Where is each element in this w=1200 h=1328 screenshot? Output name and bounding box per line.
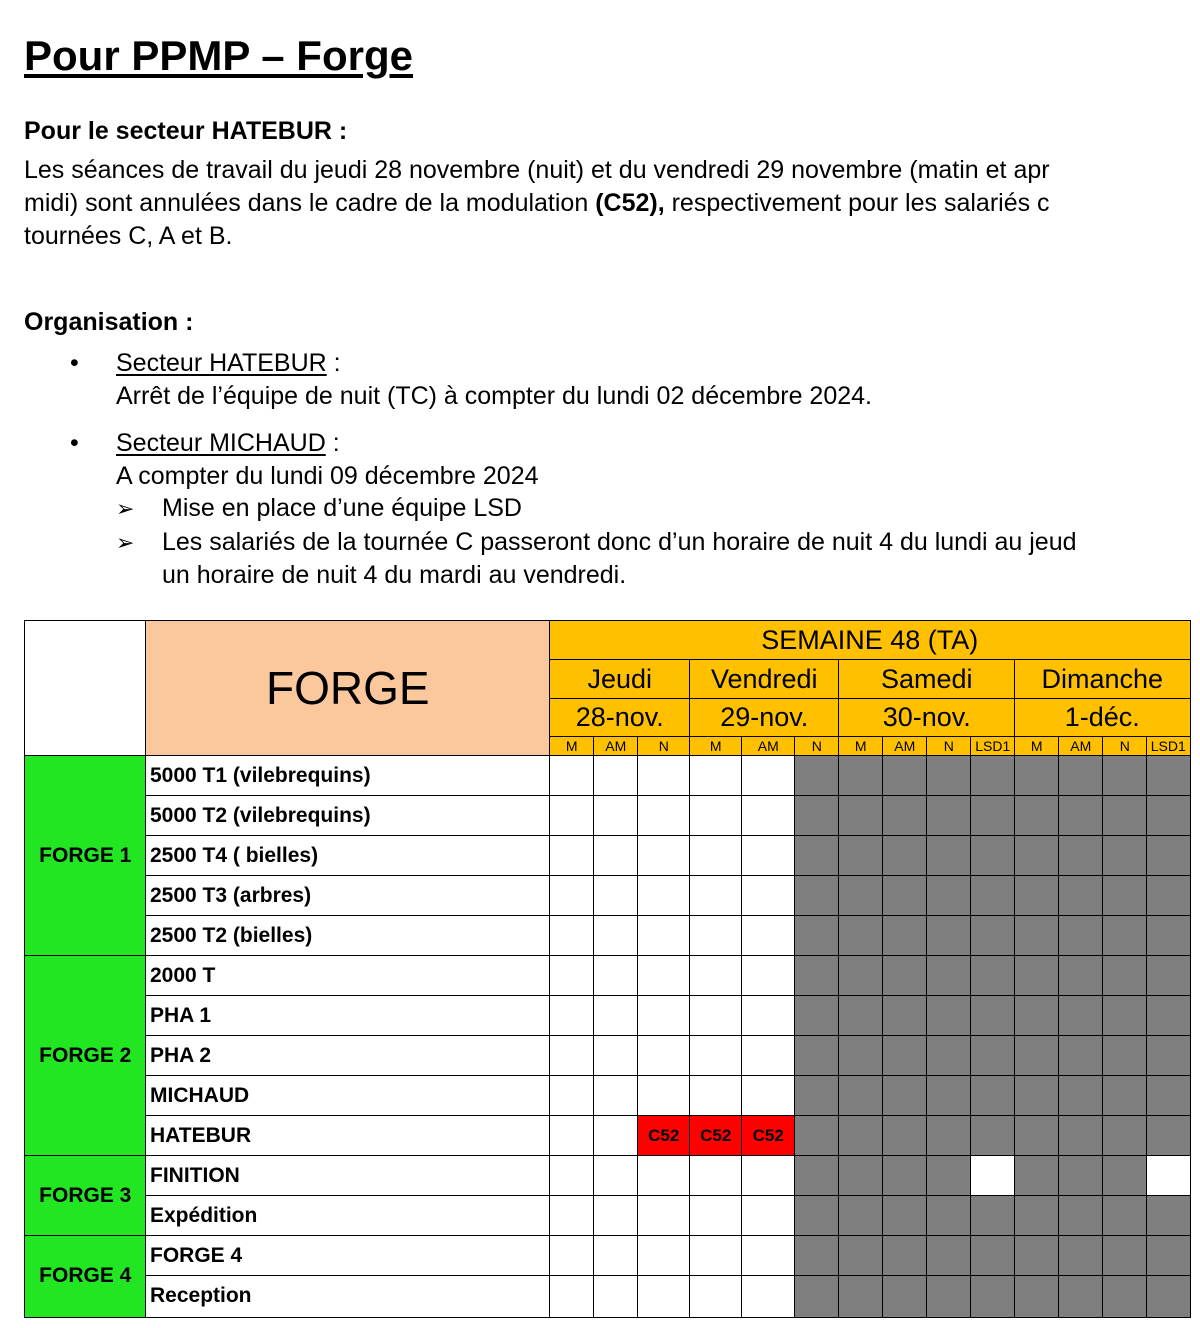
schedule-cell bbox=[741, 795, 796, 837]
group-label: FORGE 3 bbox=[24, 1155, 147, 1237]
schedule-cell bbox=[637, 915, 691, 957]
schedule-cell-off bbox=[970, 1235, 1016, 1277]
schedule-cell bbox=[593, 875, 639, 917]
c52-cell: C52 bbox=[689, 1115, 743, 1157]
schedule-cell bbox=[549, 1235, 595, 1277]
bullet-icon: • bbox=[70, 429, 79, 457]
org-sub-item-1: Mise en place d’une équipe LSD bbox=[162, 494, 522, 522]
shift-header: M bbox=[1014, 736, 1060, 757]
schedule-cell bbox=[689, 1275, 743, 1318]
day-header: Dimanche bbox=[1014, 659, 1191, 700]
schedule-cell bbox=[689, 1235, 743, 1277]
schedule-cell-off bbox=[1058, 1035, 1104, 1077]
schedule-cell-off bbox=[838, 1075, 884, 1117]
schedule-cell-off bbox=[1146, 1115, 1191, 1157]
schedule-cell-off bbox=[970, 955, 1016, 997]
schedule-cell-off bbox=[794, 795, 840, 837]
row-label: FINITION bbox=[145, 1155, 551, 1197]
schedule-cell-off bbox=[926, 1275, 972, 1318]
schedule-cell bbox=[741, 915, 796, 957]
c52-cell: C52 bbox=[637, 1115, 691, 1157]
schedule-cell bbox=[689, 795, 743, 837]
day-header: Vendredi bbox=[689, 659, 840, 700]
schedule-cell-off bbox=[1146, 955, 1191, 997]
schedule-cell-off bbox=[838, 1195, 884, 1237]
shift-header: N bbox=[926, 736, 972, 757]
schedule-cell-off bbox=[926, 915, 972, 957]
schedule-cell bbox=[970, 1155, 1016, 1197]
schedule-cell-off bbox=[1146, 1035, 1191, 1077]
schedule-cell bbox=[593, 1075, 639, 1117]
schedule-cell-off bbox=[1146, 875, 1191, 917]
schedule-cell bbox=[549, 1075, 595, 1117]
row-label: 2500 T3 (arbres) bbox=[145, 875, 551, 917]
shift-header: LSD1 bbox=[970, 736, 1016, 757]
schedule-cell-off bbox=[926, 795, 972, 837]
schedule-cell-off bbox=[1102, 1075, 1148, 1117]
schedule-cell bbox=[593, 1235, 639, 1277]
schedule-cell-off bbox=[970, 795, 1016, 837]
sector-heading: Pour le secteur HATEBUR : bbox=[24, 117, 348, 145]
schedule-cell bbox=[741, 1275, 796, 1318]
schedule-cell-off bbox=[1102, 835, 1148, 877]
schedule-cell-off bbox=[1014, 1075, 1060, 1117]
schedule-cell-off bbox=[794, 955, 840, 997]
org-item-1-name: Secteur HATEBUR bbox=[116, 349, 327, 377]
schedule-cell bbox=[593, 1035, 639, 1077]
schedule-cell bbox=[689, 955, 743, 997]
org-sub-item-2-line-2: un horaire de nuit 4 du mardi au vendredi. bbox=[162, 561, 627, 589]
schedule-cell-off bbox=[1146, 1195, 1191, 1237]
org-item-2-sep: : bbox=[325, 429, 340, 457]
schedule-cell-off bbox=[1146, 915, 1191, 957]
org-item-2-name: Secteur MICHAUD bbox=[116, 429, 326, 457]
schedule-cell bbox=[593, 755, 639, 797]
schedule-cell-off bbox=[794, 835, 840, 877]
schedule-cell-off bbox=[882, 835, 928, 877]
schedule-cell bbox=[549, 955, 595, 997]
schedule-cell-off bbox=[1014, 995, 1060, 1037]
schedule-cell bbox=[593, 795, 639, 837]
schedule-cell-off bbox=[970, 1275, 1016, 1318]
schedule-cell-off bbox=[882, 1075, 928, 1117]
schedule-cell bbox=[689, 1075, 743, 1117]
schedule-cell-off bbox=[882, 795, 928, 837]
schedule-cell-off bbox=[1102, 1115, 1148, 1157]
schedule-cell-off bbox=[926, 995, 972, 1037]
schedule-cell-off bbox=[882, 1275, 928, 1318]
schedule-cell-off bbox=[1102, 995, 1148, 1037]
row-label: 2000 T bbox=[145, 955, 551, 997]
schedule-cell-off bbox=[970, 1035, 1016, 1077]
schedule-cell bbox=[689, 1195, 743, 1237]
schedule-cell-off bbox=[838, 795, 884, 837]
schedule-cell-off bbox=[882, 995, 928, 1037]
schedule-cell bbox=[741, 835, 796, 877]
schedule-cell bbox=[637, 795, 691, 837]
schedule-cell-off bbox=[926, 955, 972, 997]
schedule-cell-off bbox=[1014, 915, 1060, 957]
schedule-cell-off bbox=[1058, 1195, 1104, 1237]
schedule-cell bbox=[637, 1035, 691, 1077]
schedule-cell bbox=[637, 755, 691, 797]
row-label: Expédition bbox=[145, 1195, 551, 1237]
schedule-cell-off bbox=[1146, 995, 1191, 1037]
schedule-cell-off bbox=[882, 1195, 928, 1237]
date-header: 30-nov. bbox=[838, 698, 1016, 738]
schedule-cell bbox=[637, 1075, 691, 1117]
schedule-cell bbox=[549, 1035, 595, 1077]
schedule-cell-off bbox=[1102, 795, 1148, 837]
intro-line-1: Les séances de travail du jeudi 28 novembre (nuit) et du vendredi 29 novembre (matin et apr bbox=[24, 156, 1050, 184]
row-label: MICHAUD bbox=[145, 1075, 551, 1117]
schedule-cell bbox=[741, 1155, 796, 1197]
schedule-cell-off bbox=[1146, 795, 1191, 837]
schedule-cell-off bbox=[970, 755, 1016, 797]
schedule-cell-off bbox=[926, 1155, 972, 1197]
schedule-cell bbox=[637, 1275, 691, 1318]
schedule-cell bbox=[689, 915, 743, 957]
group-label: FORGE 4 bbox=[24, 1235, 147, 1318]
schedule-cell-off bbox=[926, 755, 972, 797]
schedule-cell-off bbox=[838, 1275, 884, 1318]
org-sub-item-2-line-1: Les salariés de la tournée C passeront donc d’un horaire de nuit 4 du lundi au jeud bbox=[162, 528, 1077, 556]
schedule-cell-off bbox=[1102, 1195, 1148, 1237]
schedule-cell bbox=[549, 1275, 595, 1318]
schedule-cell bbox=[637, 1235, 691, 1277]
schedule-cell-off bbox=[1102, 755, 1148, 797]
group-label: FORGE 1 bbox=[24, 755, 147, 957]
day-header: Samedi bbox=[838, 659, 1016, 700]
schedule-cell-off bbox=[1058, 835, 1104, 877]
schedule-cell-off bbox=[794, 1075, 840, 1117]
schedule-cell bbox=[593, 915, 639, 957]
schedule-cell-off bbox=[970, 835, 1016, 877]
schedule-cell-off bbox=[794, 1115, 840, 1157]
schedule-cell bbox=[549, 915, 595, 957]
intro-line-2 bbox=[24, 189, 1050, 218]
schedule-cell bbox=[593, 835, 639, 877]
schedule-cell-off bbox=[838, 755, 884, 797]
schedule-cell-off bbox=[1014, 795, 1060, 837]
schedule-cell-off bbox=[1058, 1075, 1104, 1117]
forge-header: FORGE bbox=[145, 620, 551, 757]
org-item-2-title bbox=[116, 429, 340, 458]
schedule-cell-off bbox=[794, 1035, 840, 1077]
shift-header: AM bbox=[593, 736, 639, 757]
schedule-cell-off bbox=[926, 875, 972, 917]
schedule-cell-off bbox=[1146, 755, 1191, 797]
intro-modulation-code: (C52), bbox=[595, 189, 665, 217]
schedule-cell-off bbox=[1146, 1075, 1191, 1117]
schedule-cell bbox=[689, 835, 743, 877]
schedule-cell-off bbox=[882, 875, 928, 917]
schedule-cell-off bbox=[1014, 1235, 1060, 1277]
schedule-cell-off bbox=[1102, 955, 1148, 997]
schedule-cell-off bbox=[838, 835, 884, 877]
schedule-cell-off bbox=[1146, 1275, 1191, 1318]
schedule-cell-off bbox=[1014, 835, 1060, 877]
schedule-cell-off bbox=[1102, 1035, 1148, 1077]
schedule-cell-off bbox=[1058, 1115, 1104, 1157]
org-item-1-title bbox=[116, 349, 341, 378]
row-label: FORGE 4 bbox=[145, 1235, 551, 1277]
schedule-cell-off bbox=[1102, 915, 1148, 957]
shift-header: N bbox=[794, 736, 840, 757]
schedule-cell bbox=[689, 755, 743, 797]
schedule-cell bbox=[593, 1155, 639, 1197]
schedule-cell bbox=[549, 1155, 595, 1197]
schedule-cell-off bbox=[882, 755, 928, 797]
schedule-cell-off bbox=[1146, 835, 1191, 877]
schedule-cell-off bbox=[1058, 995, 1104, 1037]
schedule-cell-off bbox=[1102, 1235, 1148, 1277]
schedule-cell-off bbox=[1058, 1275, 1104, 1318]
c52-cell: C52 bbox=[741, 1115, 796, 1157]
schedule-cell-off bbox=[970, 1195, 1016, 1237]
schedule-cell-off bbox=[1014, 1195, 1060, 1237]
schedule-cell-off bbox=[882, 1235, 928, 1277]
schedule-cell bbox=[549, 875, 595, 917]
schedule-cell-off bbox=[1058, 795, 1104, 837]
row-label: PHA 1 bbox=[145, 995, 551, 1037]
schedule-cell-off bbox=[1014, 875, 1060, 917]
schedule-cell-off bbox=[1058, 1235, 1104, 1277]
shift-header: M bbox=[549, 736, 595, 757]
schedule-cell-off bbox=[794, 915, 840, 957]
bullet-icon: • bbox=[70, 349, 79, 377]
schedule-cell-off bbox=[1014, 955, 1060, 997]
intro-line-2-end: respectivement pour les salariés c bbox=[664, 189, 1050, 217]
schedule-cell-off bbox=[838, 1035, 884, 1077]
shift-header: N bbox=[1102, 736, 1148, 757]
schedule-cell-off bbox=[794, 755, 840, 797]
schedule-cell bbox=[741, 1035, 796, 1077]
schedule-cell bbox=[637, 1195, 691, 1237]
org-item-1-sep: : bbox=[326, 349, 341, 377]
schedule-cell bbox=[741, 955, 796, 997]
schedule-cell bbox=[741, 1195, 796, 1237]
schedule-cell bbox=[1146, 1155, 1191, 1197]
schedule-cell bbox=[637, 955, 691, 997]
schedule-cell-off bbox=[794, 1275, 840, 1318]
schedule-cell bbox=[593, 1275, 639, 1318]
schedule-cell-off bbox=[926, 1235, 972, 1277]
date-header: 28-nov. bbox=[549, 698, 691, 738]
schedule-cell bbox=[637, 1155, 691, 1197]
organisation-heading: Organisation : bbox=[24, 308, 194, 336]
schedule-cell-off bbox=[926, 835, 972, 877]
intro-line-2-start: midi) sont annulées dans le cadre de la modulation bbox=[24, 189, 596, 217]
schedule-cell bbox=[637, 875, 691, 917]
schedule-cell bbox=[689, 875, 743, 917]
schedule-cell-off bbox=[882, 955, 928, 997]
row-label: HATEBUR bbox=[145, 1115, 551, 1157]
schedule-cell-off bbox=[838, 915, 884, 957]
schedule-cell bbox=[549, 755, 595, 797]
schedule-cell bbox=[689, 995, 743, 1037]
schedule-cell bbox=[741, 995, 796, 1037]
schedule-cell bbox=[593, 1195, 639, 1237]
row-label: Reception bbox=[145, 1275, 551, 1318]
schedule-cell bbox=[549, 1195, 595, 1237]
intro-line-3: tournées C, A et B. bbox=[24, 222, 233, 250]
schedule-cell-off bbox=[1058, 915, 1104, 957]
date-header: 29-nov. bbox=[689, 698, 840, 738]
schedule-cell-off bbox=[794, 1235, 840, 1277]
schedule-cell-off bbox=[926, 1075, 972, 1117]
shift-header: M bbox=[838, 736, 884, 757]
schedule-cell bbox=[549, 1115, 595, 1157]
schedule-cell-off bbox=[838, 1155, 884, 1197]
schedule-cell-off bbox=[838, 995, 884, 1037]
schedule-cell bbox=[593, 1115, 639, 1157]
schedule-cell-off bbox=[794, 875, 840, 917]
schedule-cell-off bbox=[970, 1075, 1016, 1117]
schedule-cell bbox=[741, 875, 796, 917]
schedule-cell-off bbox=[838, 955, 884, 997]
schedule-cell-off bbox=[1058, 955, 1104, 997]
schedule-cell-off bbox=[970, 995, 1016, 1037]
schedule-cell bbox=[549, 795, 595, 837]
row-label: 5000 T2 (vilebrequins) bbox=[145, 795, 551, 837]
arrow-bullet-icon: ➢ bbox=[116, 496, 135, 521]
schedule-cell-off bbox=[1146, 1235, 1191, 1277]
schedule-cell-off bbox=[838, 1235, 884, 1277]
shift-header: LSD1 bbox=[1146, 736, 1191, 757]
day-header: Jeudi bbox=[549, 659, 691, 700]
shift-header: AM bbox=[1058, 736, 1104, 757]
schedule-cell bbox=[593, 995, 639, 1037]
row-label: PHA 2 bbox=[145, 1035, 551, 1077]
schedule-cell-off bbox=[882, 1035, 928, 1077]
schedule-cell bbox=[741, 1235, 796, 1277]
schedule-cell-off bbox=[1058, 755, 1104, 797]
shift-header: AM bbox=[882, 736, 928, 757]
row-label: 2500 T4 ( bielles) bbox=[145, 835, 551, 877]
schedule-cell-off bbox=[970, 1115, 1016, 1157]
date-header: 1-déc. bbox=[1014, 698, 1191, 738]
shift-header: M bbox=[689, 736, 743, 757]
schedule-cell-off bbox=[926, 1115, 972, 1157]
schedule-cell bbox=[689, 1035, 743, 1077]
schedule-cell-off bbox=[1102, 1275, 1148, 1318]
group-label: FORGE 2 bbox=[24, 955, 147, 1157]
schedule-cell bbox=[689, 1155, 743, 1197]
schedule-cell-off bbox=[1014, 1155, 1060, 1197]
schedule-cell-off bbox=[882, 1115, 928, 1157]
schedule-cell bbox=[549, 835, 595, 877]
schedule-cell-off bbox=[882, 1155, 928, 1197]
schedule-cell-off bbox=[1014, 1275, 1060, 1318]
schedule-cell-off bbox=[838, 1115, 884, 1157]
schedule-cell bbox=[637, 995, 691, 1037]
shift-header: AM bbox=[741, 736, 796, 757]
schedule-cell bbox=[741, 1075, 796, 1117]
schedule-cell bbox=[741, 755, 796, 797]
schedule-cell-off bbox=[1014, 755, 1060, 797]
schedule-cell-off bbox=[1058, 1155, 1104, 1197]
table-corner bbox=[24, 620, 147, 757]
row-label: 5000 T1 (vilebrequins) bbox=[145, 755, 551, 797]
org-item-1-text: Arrêt de l’équipe de nuit (TC) à compter du lundi 02 décembre 2024. bbox=[116, 382, 872, 410]
schedule-cell-off bbox=[1014, 1035, 1060, 1077]
schedule-cell-off bbox=[1102, 1155, 1148, 1197]
schedule-cell-off bbox=[1102, 875, 1148, 917]
schedule-cell-off bbox=[882, 915, 928, 957]
week-header: SEMAINE 48 (TA) bbox=[549, 620, 1191, 661]
schedule-cell-off bbox=[838, 875, 884, 917]
schedule-cell-off bbox=[1058, 875, 1104, 917]
schedule-cell-off bbox=[794, 1155, 840, 1197]
schedule-cell bbox=[637, 835, 691, 877]
schedule-cell-off bbox=[926, 1195, 972, 1237]
schedule-cell bbox=[549, 995, 595, 1037]
page-title: Pour PPMP – Forge bbox=[24, 32, 413, 79]
schedule-cell-off bbox=[970, 875, 1016, 917]
schedule-cell-off bbox=[794, 1195, 840, 1237]
schedule-cell bbox=[593, 955, 639, 997]
arrow-bullet-icon: ➢ bbox=[116, 530, 135, 555]
shift-header: N bbox=[637, 736, 691, 757]
row-label: 2500 T2 (bielles) bbox=[145, 915, 551, 957]
schedule-cell-off bbox=[794, 995, 840, 1037]
org-item-2-text: A compter du lundi 09 décembre 2024 bbox=[116, 462, 539, 490]
schedule-cell-off bbox=[926, 1035, 972, 1077]
schedule-cell-off bbox=[1014, 1115, 1060, 1157]
schedule-cell-off bbox=[970, 915, 1016, 957]
